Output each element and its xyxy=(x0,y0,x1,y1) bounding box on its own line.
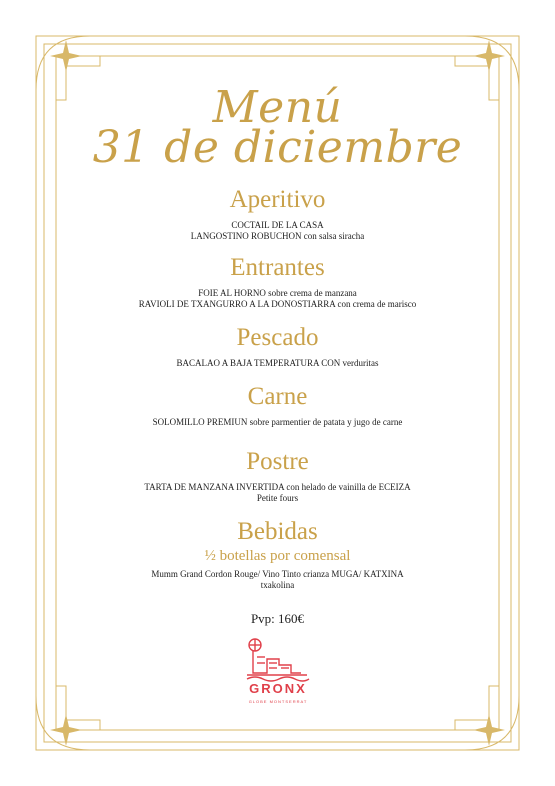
section-subtitle: ½ botellas por comensal xyxy=(204,548,351,564)
menu-item: Mumm Grand Cordon Rouge/ Vino Tinto crianza MUGA/ KATXINA xyxy=(151,569,404,579)
menu-item: TARTA DE MANZANA INVERTIDA con helado de vainilla de ECEIZA xyxy=(144,482,411,492)
section-pescado xyxy=(60,324,495,369)
menu-item: FOIE AL HORNO sobre crema de manzana xyxy=(198,288,357,298)
section-title: Postre xyxy=(246,448,309,475)
logo-name: GRONX xyxy=(248,681,307,696)
section-bebidas xyxy=(60,518,495,591)
menu-item: COCTAIL DE LA CASA xyxy=(231,220,324,230)
section-title: Bebidas xyxy=(237,518,318,545)
section-title: Aperitivo xyxy=(229,186,326,213)
section-carne xyxy=(60,383,495,428)
section-title: Carne xyxy=(247,383,308,410)
section-aperitivo xyxy=(60,186,495,242)
gronx-logo xyxy=(233,637,323,707)
gronx-logo-icon xyxy=(233,637,323,707)
menu-title xyxy=(60,82,495,173)
menu-item: txakolina xyxy=(260,580,295,590)
title-line-2: 31 de diciembre xyxy=(92,122,463,173)
menu-content xyxy=(60,82,495,707)
menu-item: RAVIOLI DE TXANGURRO A LA DONOSTIARRA con crema de marisco xyxy=(138,299,417,309)
logo-tagline: GLOBE MONTSERRAT xyxy=(248,699,307,704)
section-title: Pescado xyxy=(236,324,319,351)
menu-item: LANGOSTINO ROBUCHON con salsa siracha xyxy=(190,231,365,241)
price: Pvp: 160€ xyxy=(250,611,305,626)
section-postre xyxy=(60,448,495,504)
menu-item: Petite fours xyxy=(256,493,299,503)
menu-item: BACALAO A BAJA TEMPERATURA CON verduritas xyxy=(176,358,379,368)
menu-item: SOLOMILLO PREMIUN sobre parmentier de patata y jugo de carne xyxy=(152,417,403,427)
section-entrantes xyxy=(60,254,495,310)
section-title: Entrantes xyxy=(230,254,325,281)
title-line-1: Menú xyxy=(212,82,343,133)
